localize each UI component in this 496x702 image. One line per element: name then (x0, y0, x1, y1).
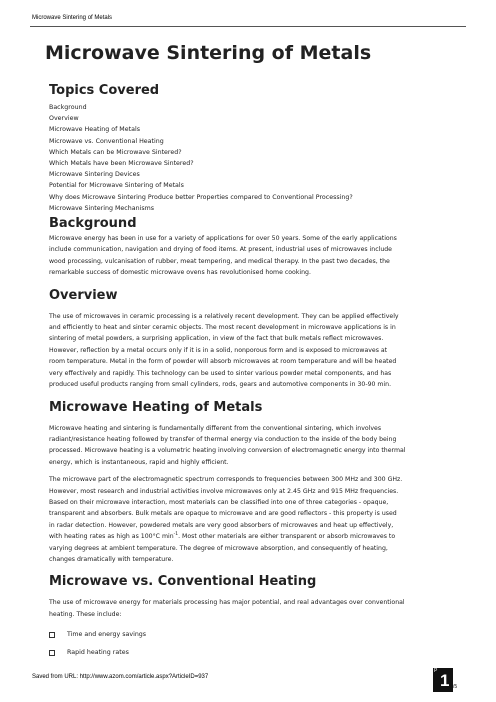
heating-section (49, 398, 454, 566)
list-item-text: Rapid heating rates (67, 649, 129, 657)
topic-link[interactable]: Microwave vs. Conventional Heating (49, 137, 164, 145)
section-heading: Background (49, 216, 137, 232)
text-line: energy, which is instantaneous, rapid and highly efficient. (49, 458, 229, 466)
text-line: include communication, navigation and drying of food items. At present, industrial uses of microwaves include (49, 246, 392, 254)
text-line: and efficiently to heat and sinter ceramic objects. The most recent development in microwave applications is in (49, 324, 396, 332)
text-fragment: with heating rates as high as 100°C min (49, 533, 174, 541)
text-line: Microwave energy has been in use for a variety of applications for over 50 years. Some of the early applications (49, 235, 397, 243)
list-item (49, 644, 454, 662)
topic-link[interactable]: Potential for Microwave Sintering of Metals (49, 182, 184, 190)
article-body (45, 40, 454, 662)
advantages-list (49, 626, 454, 662)
background-section (49, 214, 454, 279)
page-title: Microwave Sintering of Metals (45, 42, 372, 64)
paragraph (49, 311, 454, 391)
topic-link[interactable]: Overview (49, 115, 79, 123)
text-line: in radar detection. However, powdered metals are very good absorbers of microwaves and heat up effectively, (49, 521, 394, 529)
paragraph (49, 597, 454, 620)
topics-heading: Topics Covered (49, 83, 160, 98)
page-label: P (434, 668, 438, 674)
topic-link[interactable]: Microwave Heating of Metals (49, 126, 140, 134)
running-header-title: Microwave Sintering of Metals (32, 15, 113, 21)
topics-list (49, 102, 454, 214)
text-line: processed. Microwave heating is a volumetric heating involving conversion of electromagnetic energy into thermal (49, 447, 406, 455)
text-line: sintering of metal powders, a surprising application, in view of the fact that bulk metals reflect microwaves. (49, 335, 384, 343)
page-total: /5 (453, 684, 458, 690)
topic-link[interactable]: Microwave Sintering Devices (49, 171, 140, 179)
heating-rate-line (49, 533, 395, 540)
topic-link[interactable]: Background (49, 104, 87, 111)
text-line: The use of microwave energy for materials processing has major potential, and real advantages over conventional (49, 599, 405, 607)
text-line: very effectively and rapidly. This technology can be used to sinter various powder metal components, and has (49, 369, 392, 377)
text-line: changes dramatically with temperature. (49, 555, 174, 563)
topic-link[interactable]: Microwave Sintering Mechanisms (49, 204, 155, 212)
page-indicator (433, 668, 461, 692)
text-fragment: . Most other materials are either transparent or absorb microwaves to (178, 533, 396, 541)
text-line: The use of microwaves in ceramic processing is a relatively recent development. They can be applied effectively (49, 312, 399, 320)
text-line: transparent and absorbers. Bulk metals are opaque to microwave and are good reflectors - this property is used (49, 510, 397, 518)
section-heading: Overview (49, 287, 118, 303)
text-line: room temperature. Metal in the form of powder will absorb microwaves at room temperature and will be heated (49, 358, 397, 366)
list-item-text: Time and energy savings (67, 631, 147, 639)
section-heading: Microwave Heating of Metals (49, 399, 263, 415)
topic-link[interactable]: Which Metals can be Microwave Sintered? (49, 148, 182, 156)
text-line: However, reflection by a metal occurs only if it is in a solid, nonporous form and is exposed to microwaves at (49, 346, 388, 354)
conventional-section (49, 572, 454, 662)
text-line: heating. These include: (49, 610, 122, 618)
square-bullet-icon (49, 632, 55, 638)
paragraph (49, 233, 454, 279)
topic-link[interactable]: Why does Microwave Sintering Produce better Properties compared to Conventional Processing? (49, 193, 353, 201)
square-bullet-icon (49, 650, 55, 656)
text-line: remarkable success of domestic microwave ovens has revolutionised home cooking. (49, 269, 311, 277)
text-line: However, most research and industrial activities involve microwaves only at 2.45 GHz and 915 MHz frequencies. (49, 487, 399, 495)
overview-section (49, 286, 454, 391)
text-line: The microwave part of the electromagnetic spectrum corresponds to frequencies between 300 MHz and 300 GHz. (49, 476, 403, 484)
page-number: 1 (440, 671, 450, 690)
paragraph (49, 423, 454, 469)
text-line: radiant/resistance heating followed by transfer of thermal energy via conduction to the inside of the body being (49, 435, 397, 443)
paragraph (49, 474, 454, 565)
list-item (49, 626, 454, 644)
text-line: produced useful products ranging from small cylinders, rods, gears and automotive components in 30-90 min. (49, 381, 392, 389)
superscript: -1 (173, 532, 179, 538)
text-line: wood processing, vulcanisation of rubber, meat tempering, and medical therapy. In the past two decades, the (49, 257, 390, 265)
text-line: Based on their microwave interaction, most materials can be classified into one of three categories - opaque, (49, 498, 389, 506)
text-line: Microwave heating and sintering is fundamentally different from the conventional sintering, which involves (49, 424, 382, 432)
header-divider (30, 26, 466, 27)
text-line: varying degrees at ambient temperature. The degree of microwave absorption, and consequently of heating, (49, 544, 388, 552)
section-heading: Microwave vs. Conventional Heating (49, 574, 317, 590)
topic-link[interactable]: Which Metals have been Microwave Sintered? (49, 160, 194, 168)
saved-from-url[interactable]: Saved from URL: http://www.azom.com/article.aspx?ArticleID=937 (32, 674, 209, 680)
